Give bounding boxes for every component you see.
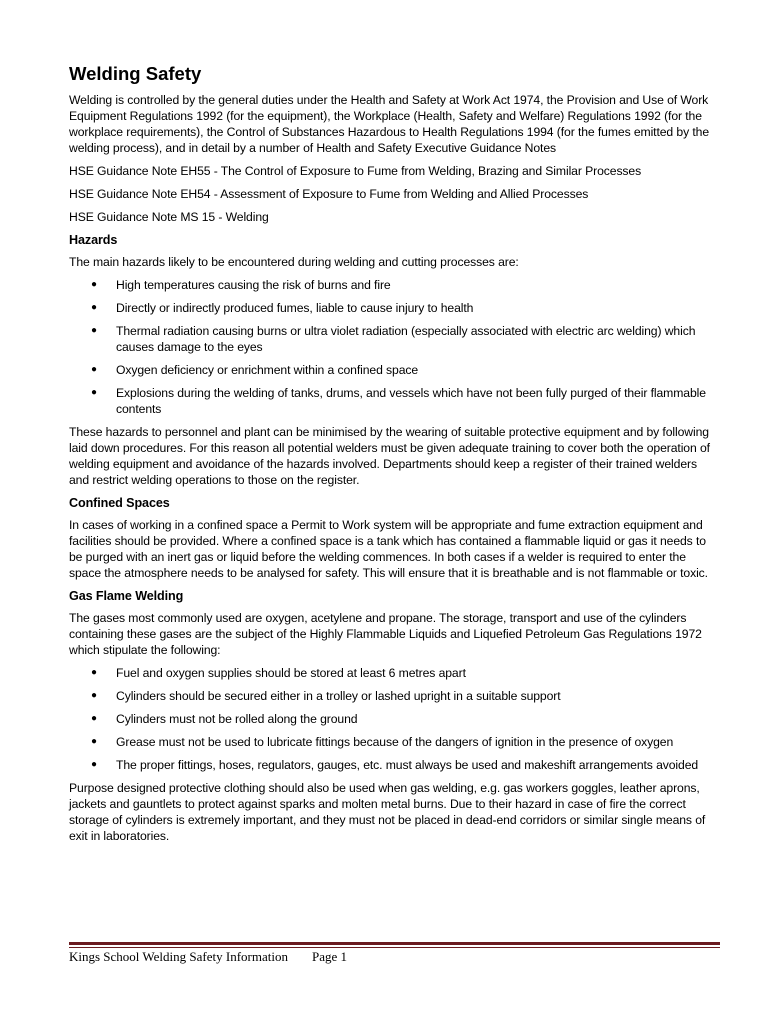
list-item-text: Explosions during the welding of tanks, drums, and vessels which have not been fully purged of their flammable contents [116, 386, 706, 416]
footer-school-name: Kings School Welding Safety Information [69, 949, 288, 964]
bullet-icon: ● [91, 364, 97, 375]
list-item-text: The proper fittings, hoses, regulators, gauges, etc. must always be used and makeshift arrangements avoided [116, 758, 699, 772]
list-item-text: Grease must not be used to lubricate fittings because of the dangers of ignition in the presence of oxygen [116, 735, 674, 749]
footer-rule-thick [69, 942, 720, 945]
document-body [69, 62, 717, 851]
list-item-text: Oxygen deficiency or enrichment within a confined space [116, 363, 419, 377]
list-item [69, 385, 717, 417]
hazards-heading: Hazards [69, 233, 118, 247]
list-item [69, 362, 717, 378]
confined-spaces-heading: Confined Spaces [69, 496, 170, 510]
bullet-icon: ● [91, 279, 97, 290]
bullet-icon: ● [91, 325, 97, 336]
list-item [69, 323, 717, 355]
gas-flame-closing-paragraph: Purpose designed protective clothing should also be used when gas welding, e.g. gas workers goggles, leather aprons, jackets and gauntlets to protect against sparks and molten metal burns. Due to their hazard in case of fire the correct storage of cylinders is extremely important, and they must not be placed in dead-end corridors or similar single means of exit in laboratories. [69, 781, 706, 843]
bullet-icon: ● [91, 713, 97, 724]
gas-flame-welding-heading: Gas Flame Welding [69, 589, 184, 603]
document-title: Welding Safety [69, 63, 202, 84]
bullet-icon: ● [91, 667, 97, 678]
bullet-icon: ● [91, 759, 97, 770]
footer-rule-thin [69, 947, 720, 948]
guidance-note-ms15: HSE Guidance Note MS 15 - Welding [69, 210, 269, 224]
gas-flame-list [69, 665, 717, 773]
bullet-icon: ● [91, 736, 97, 747]
list-item-text: Fuel and oxygen supplies should be stored at least 6 metres apart [116, 666, 466, 680]
hazards-closing-paragraph: These hazards to personnel and plant can be minimised by the wearing of suitable protective equipment and by following laid down procedures. For this reason all potential welders must be given adequate training to cover both the operation of welding equipment and avoidance of the hazards involved. Departments should keep a register of their trained welders and restrict welding operations to those on the register. [69, 425, 710, 487]
footer-page-number: Page 1 [311, 949, 347, 964]
bullet-icon: ● [91, 302, 97, 313]
confined-spaces-paragraph: In cases of working in a confined space a Permit to Work system will be appropriate and fume extraction equipment and facilities should be provided. Where a confined space is a tank which has contained a flammable liquid or gas it needs to be purged with an inert gas or liquid before the welding commences. In both cases if a welder is required to enter the space the atmosphere needs to be analysed for safety. This will ensure that it is breathable and is not flammable or toxic. [69, 518, 708, 580]
list-item-text: Thermal radiation causing burns or ultra violet radiation (especially associated with electric arc welding) which causes damage to the eyes [116, 324, 696, 354]
guidance-note-eh54: HSE Guidance Note EH54 - Assessment of Exposure to Fume from Welding and Allied Processes [69, 187, 589, 201]
intro-paragraph: Welding is controlled by the general duties under the Health and Safety at Work Act 1974, the Provision and Use of Work Equipment Regulations 1992 (for the equipment), the Workplace (Health, Safety and Welfare) Regulations 1992 (for the workplace requirements), the Control of Substances Hazardous to Health Regulations 1994 (for the fumes emitted by the welding process), and in detail by a number of Health and Safety Executive Guidance Notes [69, 93, 709, 155]
list-item-text: Cylinders should be secured either in a trolley or lashed upright in a suitable support [116, 689, 561, 703]
guidance-note-eh55: HSE Guidance Note EH55 - The Control of Exposure to Fume from Welding, Brazing and Similar Processes [69, 164, 642, 178]
list-item [69, 300, 717, 316]
list-item [69, 734, 717, 750]
hazards-lead: The main hazards likely to be encountered during welding and cutting processes are: [69, 255, 519, 269]
list-item [69, 665, 717, 681]
list-item [69, 277, 717, 293]
list-item-text: Directly or indirectly produced fumes, liable to cause injury to health [116, 301, 474, 315]
page-footer [69, 949, 347, 965]
list-item [69, 711, 717, 727]
list-item [69, 688, 717, 704]
list-item [69, 757, 717, 773]
list-item-text: High temperatures causing the risk of burns and fire [116, 278, 391, 292]
bullet-icon: ● [91, 690, 97, 701]
bullet-icon: ● [91, 387, 97, 398]
list-item-text: Cylinders must not be rolled along the ground [116, 712, 358, 726]
hazards-list [69, 277, 717, 417]
gas-flame-lead: The gases most commonly used are oxygen, acetylene and propane. The storage, transport and use of the cylinders containing these gases are the subject of the Highly Flammable Liquids and Liquefied Petroleum Gas Regulations 1972 which stipulate the following: [69, 611, 702, 657]
